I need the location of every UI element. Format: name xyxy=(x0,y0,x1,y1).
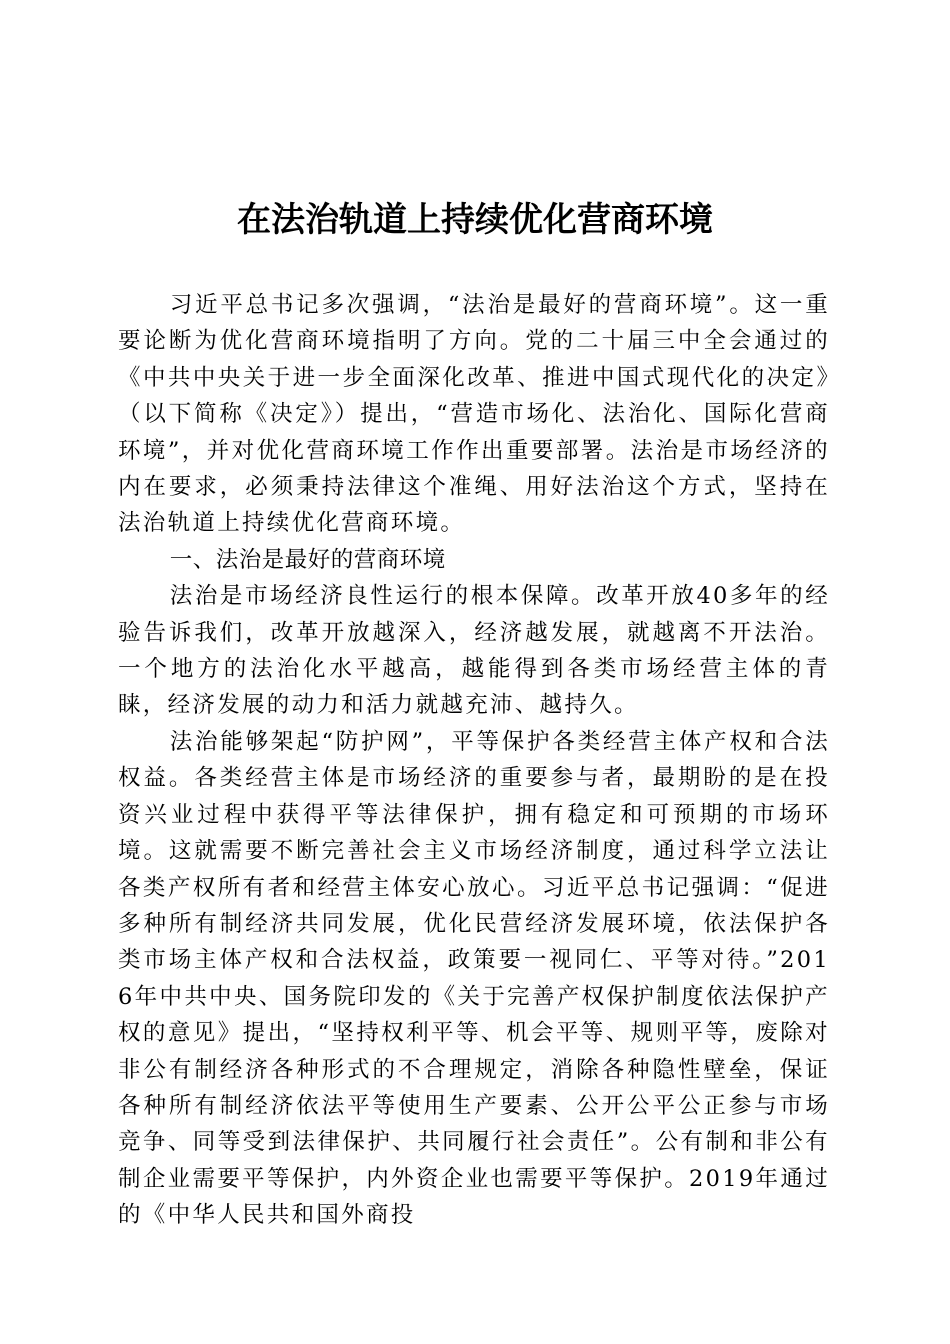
document-title: 在法治轨道上持续优化营商环境 xyxy=(237,200,713,240)
section-heading-1: 一、法治是最好的营商环境 xyxy=(169,546,446,573)
intro-paragraph: 习近平总书记多次强调，“法治是最好的营商环境”。这一重要论断为优化营商环境指明了方向。党的二十届三中全会通过的《中共中央关于进一步全面深化改革、推进中国式现代化的决定》（以下简称《决定》）提出，“营造市场化、法治化、国际化营商环境”，并对优化营商环境工作作出重要部署。法治是市场经济的内在要求，必须秉持法律这个准绳、用好法治这个方式，坚持在法治轨道上持续优化营商环境。 xyxy=(118,292,830,537)
section1-paragraph-1: 法治是市场经济良性运行的根本保障。改革开放40多年的经验告诉我们，改革开放越深入，经济越发展，就越离不开法治。一个地方的法治化水平越高，越能得到各类市场经营主体的青睐，经济发展的动力和活力就越充沛、越持久。 xyxy=(118,583,830,719)
section1-paragraph-2: 法治能够架起“防护网”，平等保护各类经营主体产权和合法权益。各类经营主体是市场经济的重要参与者，最期盼的是在投资兴业过程中获得平等法律保护，拥有稳定和可预期的市场环境。这就需要不断完善社会主义市场经济制度，通过科学立法让各类产权所有者和经营主体安心放心。习近平总书记强调：“促进多种所有制经济共同发展，优化民营经济发展环境，依法保护各类市场主体产权和合法权益，政策要一视同仁、平等对待。”2016年中共中央、国务院印发的《关于完善产权保护制度依法保护产权的意见》提出，“坚持权利平等、机会平等、规则平等，废除对非公有制经济各种形式的不合理规定，消除各种隐性壁垒，保证各种所有制经济依法平等使用生产要素、公开公平公正参与市场竞争、同等受到法律保护、共同履行社会责任”。公有制和非公有制企业需要平等保护，内外资企业也需要平等保护。2019年通过的《中华人民共和国外商投 xyxy=(118,728,830,1229)
document-body xyxy=(118,287,830,1234)
